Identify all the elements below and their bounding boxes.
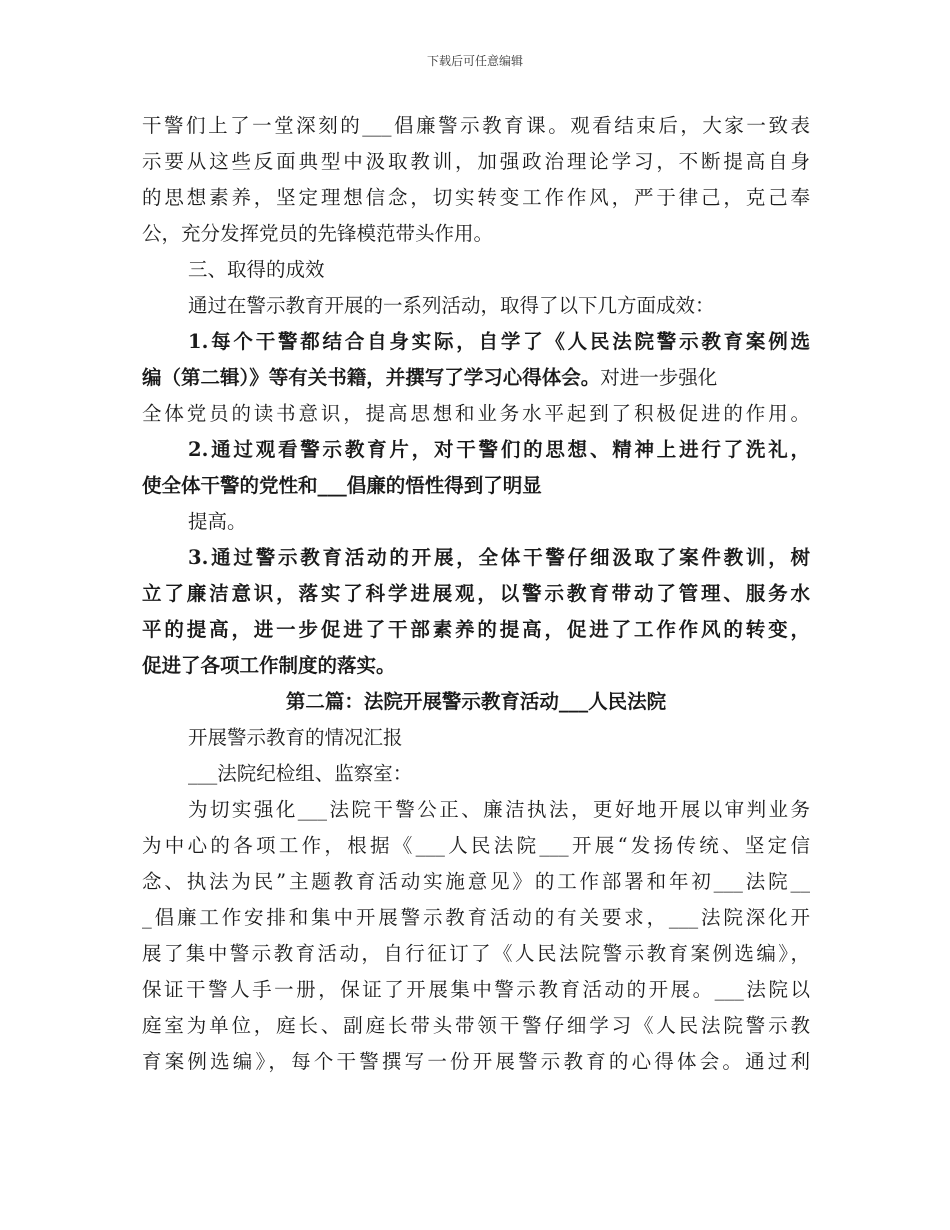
body-line: 为中心的各项工作，根据《___人民法院___开展“发扬传统、坚定信 [142,834,810,857]
body-line: 通过在警示教育开展的一系列活动，取得了以下几方面成效： [188,294,715,317]
addressee: ___法院纪检组、监察室： [188,762,413,785]
report-title: 开展警示教育的情况汇报 [188,726,403,749]
document-body [142,108,810,1080]
body-line: 提高。 [188,510,247,533]
list-item-3: 3.通过警示教育活动的开展，全体干警仔细汲取了案件教训，树 [188,546,810,569]
section-heading: 三、取得的成效 [188,258,325,281]
chapter-title: 第二篇：法院开展警示教育活动___人民法院 [285,690,667,713]
body-line: 为切实强化___法院干警公正、廉洁执法，更好地开展以审判业务 [188,798,810,821]
body-line: 的思想素养，坚定理想信念，切实转变工作作风，严于律己，克己奉 [142,186,810,209]
list-item-3-cont: 促进了各项工作制度的落实。 [142,654,396,677]
body-line: 干警们上了一堂深刻的___倡廉警示教育课。观看结束后，大家一致表 [142,114,810,137]
body-line: _倡廉工作安排和集中开展警示教育活动的有关要求，___法院深化开 [142,906,810,929]
page-header: 下载后可任意编辑 [426,54,523,68]
body-line: 公，充分发挥党员的先锋模范带头作用。 [142,222,494,245]
list-item-3-cont: 平的提高，进一步促进了干部素养的提高，促进了工作作风的转变， [142,618,810,641]
body-line: 保证干警人手一册，保证了开展集中警示教育活动的开展。___法院以 [142,978,810,1001]
list-item-3-cont: 立了廉洁意识，落实了科学进展观，以警示教育带动了管理、服务水 [142,582,810,605]
body-line: 全体党员的读书意识，提高思想和业务水平起到了积极促进的作用。 [142,402,810,425]
list-item-2-cont: 使全体干警的党性和___倡廉的悟性得到了明显 [142,474,542,497]
normal-text: 对进一步强化 [600,366,718,389]
body-line: 念、执法为民”主题教育活动实施意见》的工作部署和年初___法院__ [142,870,810,893]
body-line: 示要从这些反面典型中汲取教训，加强政治理论学习，不断提高自身 [142,150,810,173]
list-item-1: 1.每个干警都结合自身实际，自学了《人民法院警示教育案例选 [188,330,810,353]
body-line: 展了集中警示教育活动，自行征订了《人民法院警示教育案例选编》， [142,942,810,965]
bold-text: 编（第二辑）》等有关书籍，并撰写了学习心得体会。 [142,366,601,389]
body-line: 庭室为单位，庭长、副庭长带头带领干警仔细学习《人民法院警示教 [142,1014,810,1037]
list-item-1-cont [142,360,810,396]
list-item-2: 2.通过观看警示教育片，对干警们的思想、精神上进行了洗礼， [188,438,810,461]
body-line: 育案例选编》，每个干警撰写一份开展警示教育的心得体会。通过利 [142,1050,810,1073]
